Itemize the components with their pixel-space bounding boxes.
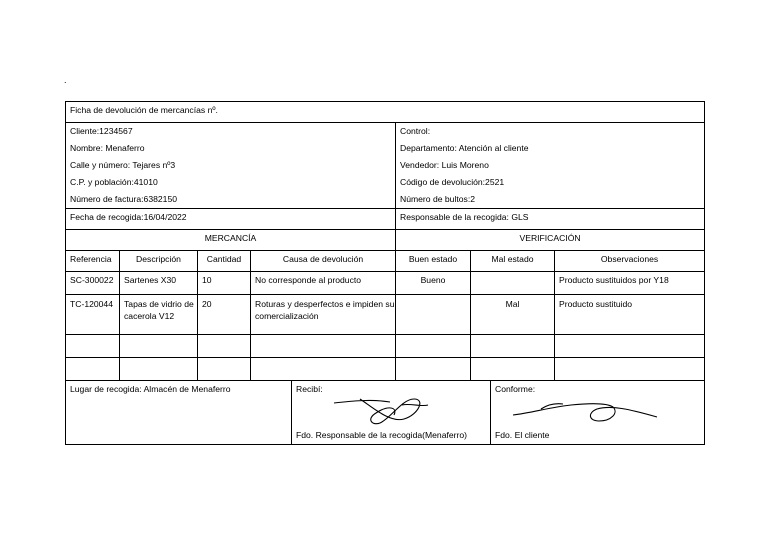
cell-quantity: 20 (198, 295, 251, 335)
received-signature-caption: Fdo. Responsable de la recogida(Menaferro) (296, 430, 468, 440)
cell-return-cause: Roturas y desperfectos e impiden su comercialización (251, 295, 396, 335)
column-headers (66, 251, 705, 272)
pickup-location: Lugar de recogida: Almacén de Menaferro (70, 384, 231, 394)
pickup-date: Fecha de recogida:16/04/2022 (66, 209, 396, 230)
return-form-table (65, 101, 705, 381)
form-title: Ficha de devolución de mercancías nº. (66, 102, 705, 123)
cell-reference: SC-300022 (66, 272, 120, 295)
return-form (65, 101, 704, 452)
package-count: Número de bultos:2 (400, 194, 475, 204)
cell-good-condition (396, 335, 471, 358)
col-header-observations: Observaciones (555, 251, 705, 272)
client-id: Cliente:1234567 (70, 126, 133, 136)
table-row (66, 272, 705, 295)
control-block (396, 123, 705, 209)
cell-observations (555, 358, 705, 381)
signature-table (65, 380, 705, 445)
cell-reference (66, 335, 120, 358)
col-header-good-condition: Buen estado (396, 251, 471, 272)
cell-good-condition (396, 295, 471, 335)
cell-observations: Producto sustituidos por Y18 (555, 272, 705, 295)
client-postcode: C.P. y población:41010 (70, 177, 158, 187)
section-merchandise: MERCANCÍA (66, 230, 396, 251)
conforme-cell (491, 381, 705, 445)
cell-return-cause: No corresponde al producto (251, 272, 396, 295)
seller: Vendedor: Luis Moreno (400, 160, 489, 170)
col-header-bad-condition: Mal estado (471, 251, 555, 272)
cell-description: Sartenes X30 (120, 272, 198, 295)
pickup-responsible: Responsable de la recogida: GLS (396, 209, 705, 230)
cell-description (120, 358, 198, 381)
client-street: Calle y número: Tejares nº3 (70, 160, 176, 170)
cell-bad-condition (471, 358, 555, 381)
section-verification: VERIFICACIÓN (396, 230, 705, 251)
cell-bad-condition (471, 335, 555, 358)
cell-reference: TC-120044 (66, 295, 120, 335)
top-mark: . (64, 75, 67, 85)
cell-bad-condition (471, 272, 555, 295)
table-row (66, 335, 705, 358)
col-header-return-cause: Causa de devolución (251, 251, 396, 272)
cell-observations (555, 335, 705, 358)
received-cell (292, 381, 491, 445)
table-row (66, 358, 705, 381)
department: Departamento: Atención al cliente (400, 143, 529, 153)
pickup-location-cell (66, 381, 292, 445)
cell-good-condition: Bueno (396, 272, 471, 295)
client-signature-caption: Fdo. El cliente (495, 430, 550, 440)
control-label: Control: (400, 126, 431, 136)
col-header-quantity: Cantidad (198, 251, 251, 272)
cell-quantity (198, 335, 251, 358)
invoice-number: Número de factura:6382150 (70, 194, 178, 204)
cell-return-cause (251, 358, 396, 381)
cell-quantity (198, 358, 251, 381)
cell-observations: Producto sustituido (555, 295, 705, 335)
cell-bad-condition: Mal (471, 295, 555, 335)
col-header-description: Descripción (120, 251, 198, 272)
table-row (66, 295, 705, 335)
carrier-signature (332, 393, 442, 429)
received-label: Recibí: (296, 384, 323, 394)
col-header-reference: Referencia (66, 251, 120, 272)
client-signature (511, 395, 661, 427)
cell-quantity: 10 (198, 272, 251, 295)
return-code: Código de devolución:2521 (400, 177, 505, 187)
client-block (66, 123, 396, 209)
conforme-label: Conforme: (495, 384, 536, 394)
cell-return-cause (251, 335, 396, 358)
client-name: Nombre: Menaferro (70, 143, 145, 153)
cell-reference (66, 358, 120, 381)
cell-good-condition (396, 358, 471, 381)
cell-description (120, 335, 198, 358)
cell-description: Tapas de vidrio de cacerola V12 (120, 295, 198, 335)
